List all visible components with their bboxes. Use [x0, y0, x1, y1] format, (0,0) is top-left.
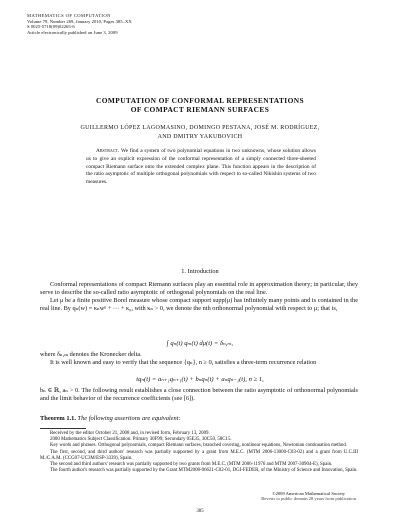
paragraph-2: Let μ be a finite positive Borel measure whose compact support supp(μ) has infinitely many points and is contained in the real line. By qₙ(w) = κₙwⁿ + ··· + κ₀, with κₙ > 0, we denote the nth orthonormal polynomial with respect to μ; that is,: [40, 297, 358, 312]
paper-title: [0, 96, 400, 114]
paragraph-4: It is well known and easy to verify that the sequence {qₙ}, n ≥ 0, satisfies a three-term recurrence relation: [50, 359, 317, 366]
body-block-3: [40, 387, 358, 403]
journal-name: MATHEMATICS OF COMPUTATION: [27, 13, 111, 18]
footnote-grant-3: The fourth author's research was partially supported by the Grant MTM2008-06621-C02-01, DGI-FEDER, of the Ministry of Science and Innovation, Spain.: [50, 468, 358, 474]
theorem-text: The following assertions are equivalent:: [77, 415, 181, 422]
copyright-notice: [261, 491, 356, 502]
footnote-grant-2: The second and third authors' research was partially supported by two grants from M.E.C. (MTM 2006-11976 and MTM 2007-30904-E), Spain.: [50, 462, 333, 468]
footnote-rule: [40, 428, 86, 429]
authors-line-2: AND DMITRY YAKUBOVICH: [157, 133, 243, 140]
section-heading: 1. Introduction: [181, 268, 219, 275]
abstract-label: Abstract.: [96, 148, 120, 154]
authors-line-1: GUILLERMO LÓPEZ LAGOMASINO, DOMINGO PESTANA, JOSÉ M. RODRÍGUEZ,: [80, 125, 320, 131]
issn-line: S 0025-5718(09)02265-6: [27, 24, 75, 30]
title-line-1: COMPUTATION OF CONFORMAL REPRESENTATIONS: [96, 96, 304, 105]
paragraph-5: bₙ ∈ ℝ, aₙ > 0. The following result establishes a close connection between the ratio asymptotic of orthonormal polynomials and the limit behavior of the recurrence coefficients (see [6]).: [40, 387, 358, 402]
page-number: 385: [196, 509, 204, 514]
copyright-line-2: Reverts to public domain 28 years from publication: [261, 496, 356, 502]
author-list: [0, 124, 400, 141]
theorem-statement: [40, 415, 358, 422]
copyright-line-1: ©2009 American Mathematical Society: [272, 491, 346, 496]
body-block-1: [40, 281, 358, 313]
footnote-grant-1: The first, second, and third authors' research was partially supported by a grant from M.E.C. (MTM 2006-13000-C03-02) and a grant from U.C.III M./C.A.M. (CCG07-UC3M/ESP-3339), Spain.: [40, 449, 358, 461]
paragraph-1: Conformal representations of compact Riemann surfaces play an essential role in approximation theory; in particular, they serve to describe the so-called ratio asymptotic of orthogonal polynomials on the real line.: [40, 281, 358, 296]
publication-line: Article electronically published on June 3, 2009: [27, 29, 118, 35]
footnote-received: Received by the editor October 21, 2008 and, in revised form, February 13, 2009.: [50, 431, 210, 436]
footnote-keywords: Key words and phrases. Orthogonal polynomials, compact Riemann surfaces, branched covering, nonlinear equations, Newtonian continuation method.: [50, 443, 348, 449]
abstract: [86, 148, 316, 187]
theorem-label: Theorem 1.1.: [40, 415, 76, 422]
body-block-2: [40, 351, 358, 367]
paragraph-3: where δₙ,ₘ denotes the Kronecker delta.: [40, 351, 142, 358]
volume-line: Volume 79, Number 269, January 2010, Pages 385–XX: [27, 18, 132, 24]
journal-header: [27, 13, 132, 35]
equation-orthonormality: ∫ qₙ(t) qₘ(t) dμ(t) = δₙ,ₘ,: [166, 340, 234, 347]
equation-recurrence: tqₙ(t) = aₙ₊₁qₙ₊₁(t) + bₙqₙ(t) + aₙqₙ₋₁(t), n ≥ 1,: [136, 376, 264, 383]
footnote-msc: 2000 Mathematics Subject Classification. Primary 30F99; Secondary 05E35, 30C50, 58C15.: [50, 437, 232, 443]
title-line-2: OF COMPACT RIEMANN SURFACES: [130, 105, 270, 114]
abstract-text: We find a system of two polynomial equations in two unknowns, whose solution allows us to give an explicit expression of the conformal representation of a simply connected three-sheeted compact Riemann surface onto the extended complex plane. This function appears in the description of the ratio asymptotic of multiple orthogonal polynomials with respect to so-called Nikishin systems of two measures.: [86, 148, 316, 186]
footnotes: [40, 431, 358, 474]
